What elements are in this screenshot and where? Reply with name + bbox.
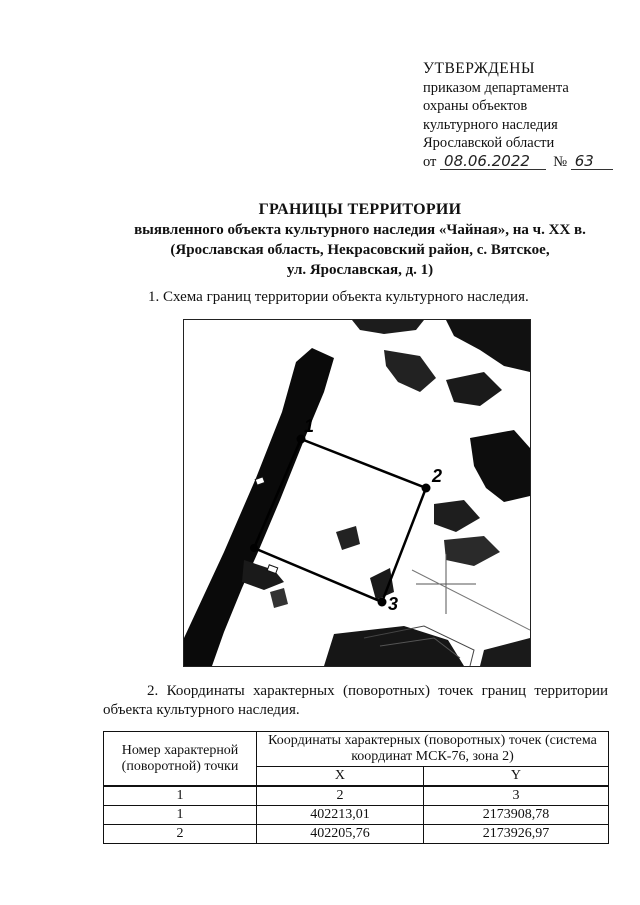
terrain-blotch bbox=[444, 536, 500, 566]
x-value: 402205,76 bbox=[257, 825, 424, 844]
title-line-3: (Ярославская область, Некрасовский район, с. Вятское, bbox=[170, 242, 550, 258]
road-edge-lower bbox=[242, 560, 284, 590]
terrain-blotch bbox=[270, 588, 288, 608]
terrain-blotch bbox=[446, 320, 530, 372]
date-prefix: от bbox=[423, 153, 437, 170]
terrain-blotch bbox=[336, 526, 360, 550]
table-index-row bbox=[104, 786, 609, 806]
header-y: Y bbox=[423, 767, 608, 787]
terrain-blotch bbox=[384, 350, 436, 392]
approval-block bbox=[423, 60, 623, 171]
scheme-drawing bbox=[184, 320, 530, 666]
header-point-number: Номер характерной (поворотной) точки bbox=[104, 732, 257, 787]
point-label-2: 2 bbox=[432, 466, 443, 486]
document-title bbox=[100, 200, 620, 280]
approval-line-1: приказом департамента bbox=[423, 79, 569, 96]
title-line-2: выявленного объекта культурного наследия «Чайная», на ч. XX в. bbox=[134, 222, 586, 238]
index-cell: 3 bbox=[423, 786, 608, 806]
approval-number: 63 bbox=[571, 153, 613, 170]
terrain-blotch bbox=[446, 372, 502, 406]
point-label-1: 1 bbox=[304, 416, 315, 436]
section-1-heading: 1. Схема границ территории объекта культурного наследия. bbox=[148, 289, 529, 305]
index-cell: 2 bbox=[257, 786, 424, 806]
header-coordinates: Координаты характерных (поворотных) точек (система координат МСК-76, зона 2) bbox=[257, 732, 609, 767]
point-label-3: 3 bbox=[388, 594, 399, 614]
grid-diagonal bbox=[412, 570, 530, 630]
index-cell: 1 bbox=[104, 786, 257, 806]
terrain-blotch bbox=[470, 430, 530, 502]
point-number: 1 bbox=[104, 806, 257, 825]
y-value: 2173908,78 bbox=[423, 806, 608, 825]
terrain-blotch bbox=[480, 638, 530, 666]
approval-line-3: культурного наследия bbox=[423, 116, 558, 133]
boundary-point-2 bbox=[422, 484, 431, 493]
table-row bbox=[104, 825, 609, 844]
section-2-text: 2. Координаты характерных (поворотных) точек границ территории объекта культурного наследия. bbox=[103, 683, 608, 718]
approval-line-2: охраны объектов bbox=[423, 98, 528, 114]
approval-date-line bbox=[423, 153, 623, 172]
boundary-scheme-map bbox=[183, 319, 531, 667]
title-line-4: ул. Ярославская, д. 1) bbox=[286, 262, 434, 278]
approval-date: 08.06.2022 bbox=[440, 153, 546, 170]
boundary-point-4 bbox=[250, 544, 258, 552]
x-value: 402213,01 bbox=[257, 806, 424, 825]
approval-line-4: Ярославской области bbox=[423, 135, 555, 151]
road-band bbox=[184, 348, 334, 666]
point-number: 2 bbox=[104, 825, 257, 844]
terrain-blotch bbox=[434, 500, 480, 532]
table-row bbox=[104, 806, 609, 825]
boundary-point-3 bbox=[378, 598, 387, 607]
header-x: X bbox=[257, 767, 424, 787]
y-value: 2173926,97 bbox=[423, 825, 608, 844]
title-main: ГРАНИЦЫ ТЕРРИТОРИИ bbox=[258, 201, 462, 218]
number-prefix: № bbox=[553, 153, 568, 170]
coordinates-table bbox=[103, 731, 609, 844]
terrain-blotch bbox=[352, 320, 424, 334]
approval-heading: УТВЕРЖДЕНЫ bbox=[423, 60, 535, 77]
